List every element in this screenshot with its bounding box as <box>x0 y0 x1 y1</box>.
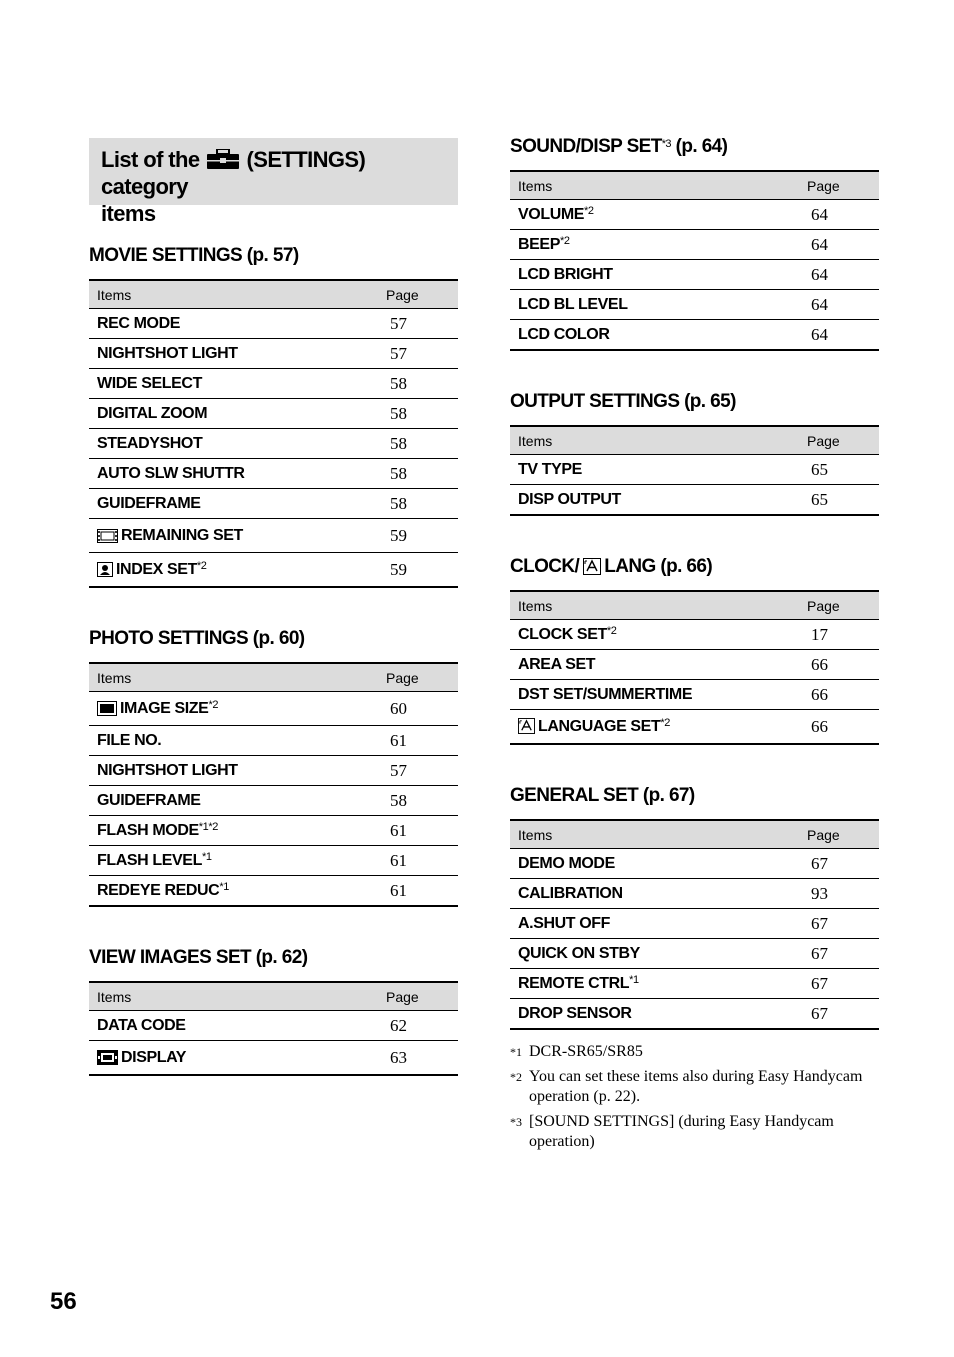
output-settings-section <box>510 387 879 516</box>
right-column <box>510 132 879 1157</box>
page-ref: 64 <box>807 320 879 351</box>
table-row <box>89 459 458 489</box>
column-header-items: Items <box>510 820 807 849</box>
table-row <box>510 260 879 290</box>
section-title-page: (p. 64) <box>670 136 728 157</box>
general-set-table <box>510 819 879 1030</box>
page-ref: 61 <box>386 846 458 876</box>
table-row <box>89 369 458 399</box>
view-images-table <box>89 981 458 1076</box>
sound-disp-section <box>510 132 879 351</box>
section-title <box>510 552 879 582</box>
item-label: REMOTE CTRL <box>518 974 630 992</box>
table-row <box>89 726 458 756</box>
item-name: DROP SENSOR <box>510 999 807 1030</box>
item-name: FILE NO. <box>89 726 386 756</box>
column-header-page: Page <box>807 171 879 200</box>
section-title-text: SOUND/DISP SET <box>510 136 662 157</box>
table-row <box>510 650 879 680</box>
item-name: NIGHTSHOT LIGHT <box>89 339 386 369</box>
output-settings-table <box>510 425 879 516</box>
page-ref: 64 <box>807 290 879 320</box>
table-header-row <box>89 663 458 692</box>
movie-settings-section <box>89 241 458 588</box>
page-ref: 57 <box>386 339 458 369</box>
section-title: VIEW IMAGES SET (p. 62) <box>89 947 308 968</box>
footnote-mark: *1 <box>510 1045 522 1059</box>
item-name: REC MODE <box>89 309 386 339</box>
table-row <box>510 879 879 909</box>
display-icon <box>97 1050 118 1065</box>
section-title-text: CLOCK/ <box>510 556 580 577</box>
item-name: A.SHUT OFF <box>510 909 807 939</box>
clock-lang-section <box>510 552 879 745</box>
item-name <box>89 519 386 553</box>
face-index-icon <box>97 562 113 577</box>
item-name: LCD COLOR <box>510 320 807 351</box>
movie-settings-table <box>89 279 458 588</box>
page-ref: 67 <box>807 849 879 879</box>
title-text-3: items <box>101 201 156 226</box>
table-row <box>89 519 458 553</box>
page-ref: 58 <box>386 369 458 399</box>
column-header-items: Items <box>89 663 386 692</box>
page-ref: 66 <box>807 650 879 680</box>
table-header-row <box>510 820 879 849</box>
table-row <box>510 939 879 969</box>
page-ref: 58 <box>386 429 458 459</box>
footnote-text: [SOUND SETTINGS] (during Easy Handycam operation) <box>529 1113 834 1150</box>
table-row <box>510 200 879 230</box>
toolbox-icon <box>207 149 239 169</box>
page-ref: 59 <box>386 519 458 553</box>
table-row <box>89 553 458 588</box>
item-name: GUIDEFRAME <box>89 786 386 816</box>
item-name: DEMO MODE <box>510 849 807 879</box>
column-header-page: Page <box>386 280 458 309</box>
footnote <box>510 1042 879 1062</box>
footnote-text: You can set these items also during Easy Handycam operation (p. 22). <box>529 1068 863 1105</box>
page-ref: 67 <box>807 999 879 1030</box>
page-ref: 67 <box>807 909 879 939</box>
item-label: FLASH MODE <box>97 821 199 839</box>
page-ref: 61 <box>386 816 458 846</box>
item-name <box>89 553 386 588</box>
page-ref: 58 <box>386 489 458 519</box>
page-ref: 61 <box>386 726 458 756</box>
item-label: REMAINING SET <box>121 526 243 544</box>
item-name: DATA CODE <box>89 1011 386 1041</box>
table-row <box>510 710 879 745</box>
footnote-ref: *2 <box>584 204 594 217</box>
item-name <box>89 876 386 907</box>
column-header-page: Page <box>386 663 458 692</box>
table-row <box>510 485 879 516</box>
table-row <box>510 909 879 939</box>
footnote-ref: *2 <box>660 716 670 729</box>
section-title: MOVIE SETTINGS (p. 57) <box>89 245 299 266</box>
footnote-ref: *2 <box>196 559 207 572</box>
item-name: DISP OUTPUT <box>510 485 807 516</box>
footnote <box>510 1112 879 1152</box>
item-name <box>89 816 386 846</box>
item-name: TV TYPE <box>510 455 807 485</box>
footnote-ref: *1 <box>201 850 212 863</box>
page-ref: 64 <box>807 260 879 290</box>
language-icon <box>583 558 601 575</box>
clock-lang-table <box>510 590 879 745</box>
page-title <box>101 146 446 200</box>
item-label: BEEP <box>518 235 560 253</box>
footnote-mark: *2 <box>510 1070 522 1084</box>
footnote-ref: *1 <box>219 880 229 893</box>
footnote-ref: *2 <box>559 234 570 247</box>
page-ref: 59 <box>386 553 458 588</box>
item-name <box>510 710 807 745</box>
page-ref: 57 <box>386 309 458 339</box>
item-name: LCD BRIGHT <box>510 260 807 290</box>
footnotes <box>510 1042 879 1152</box>
page-ref: 57 <box>386 756 458 786</box>
item-name: AUTO SLW SHUTTR <box>89 459 386 489</box>
item-name <box>510 200 807 230</box>
item-name <box>89 692 386 726</box>
table-row <box>510 230 879 260</box>
table-header-row <box>510 591 879 620</box>
table-row <box>89 756 458 786</box>
table-row <box>89 1011 458 1041</box>
item-name <box>510 620 807 650</box>
table-header-row <box>89 982 458 1011</box>
item-label: VOLUME <box>518 205 585 223</box>
section-title: PHOTO SETTINGS (p. 60) <box>89 628 305 649</box>
page-ref: 67 <box>807 969 879 999</box>
table-row <box>510 849 879 879</box>
column-header-page: Page <box>386 982 458 1011</box>
table-row <box>89 399 458 429</box>
table-row <box>89 786 458 816</box>
general-set-section <box>510 781 879 1030</box>
item-name: AREA SET <box>510 650 807 680</box>
language-icon <box>518 718 535 734</box>
footnote-ref: *3 <box>661 138 671 150</box>
page-number: 56 <box>50 1288 77 1315</box>
table-row <box>89 309 458 339</box>
table-row <box>89 846 458 876</box>
section-title-text: LANG (p. 66) <box>604 556 713 577</box>
column-header-page: Page <box>807 426 879 455</box>
table-row <box>510 999 879 1030</box>
page-ref: 65 <box>807 485 879 516</box>
footnote-text: DCR-SR65/SR85 <box>529 1043 643 1060</box>
page-ref: 58 <box>386 459 458 489</box>
table-row <box>89 876 458 907</box>
left-column <box>89 138 458 1076</box>
item-name: DST SET/SUMMERTIME <box>510 680 807 710</box>
table-row <box>89 816 458 846</box>
column-header-items: Items <box>510 426 807 455</box>
table-row <box>510 320 879 351</box>
item-name <box>89 1041 386 1076</box>
section-title: OUTPUT SETTINGS (p. 65) <box>510 391 736 412</box>
column-header-page: Page <box>807 591 879 620</box>
page-ref: 58 <box>386 399 458 429</box>
view-images-section <box>89 943 458 1076</box>
title-text-1: List of the <box>101 147 200 172</box>
table-row <box>89 1041 458 1076</box>
footnote-ref: *2 <box>208 698 219 711</box>
sound-disp-table <box>510 170 879 351</box>
footnote <box>510 1067 879 1107</box>
table-header-row <box>510 426 879 455</box>
page-ref: 63 <box>386 1041 458 1076</box>
table-row <box>510 680 879 710</box>
title-text-2: (SETTINGS) category <box>101 147 366 199</box>
page-ref: 64 <box>807 230 879 260</box>
table-header-row <box>510 171 879 200</box>
table-row <box>510 969 879 999</box>
item-label: DISPLAY <box>121 1048 187 1066</box>
item-name: NIGHTSHOT LIGHT <box>89 756 386 786</box>
column-header-items: Items <box>510 171 807 200</box>
item-label: LANGUAGE SET <box>538 717 661 735</box>
item-label: IMAGE SIZE <box>120 699 209 717</box>
table-row <box>510 620 879 650</box>
page-ref: 64 <box>807 200 879 230</box>
page-ref: 62 <box>386 1011 458 1041</box>
table-row <box>510 290 879 320</box>
item-name: DIGITAL ZOOM <box>89 399 386 429</box>
table-row <box>89 339 458 369</box>
page-ref: 93 <box>807 879 879 909</box>
page-ref: 61 <box>386 876 458 907</box>
item-label: FLASH LEVEL <box>97 851 202 869</box>
table-header-row <box>89 280 458 309</box>
item-name <box>510 230 807 260</box>
item-name: CALIBRATION <box>510 879 807 909</box>
section-title <box>510 132 879 162</box>
page-ref: 60 <box>386 692 458 726</box>
item-label: CLOCK SET <box>518 625 607 643</box>
item-name: GUIDEFRAME <box>89 489 386 519</box>
footnote-ref: *2 <box>606 624 617 637</box>
item-label: INDEX SET <box>116 560 197 578</box>
table-row <box>89 489 458 519</box>
footnote-ref: *1 <box>629 973 639 986</box>
photo-settings-section <box>89 624 458 907</box>
item-name: STEADYSHOT <box>89 429 386 459</box>
item-label: REDEYE REDUC <box>97 881 220 899</box>
item-name: QUICK ON STBY <box>510 939 807 969</box>
page-ref: 66 <box>807 710 879 745</box>
item-name <box>510 969 807 999</box>
item-name: LCD BL LEVEL <box>510 290 807 320</box>
film-icon <box>97 529 118 543</box>
page-ref: 58 <box>386 786 458 816</box>
column-header-items: Items <box>510 591 807 620</box>
item-name: WIDE SELECT <box>89 369 386 399</box>
photo-settings-table <box>89 662 458 907</box>
item-name <box>89 846 386 876</box>
column-header-page: Page <box>807 820 879 849</box>
page-title-box <box>89 138 458 226</box>
image-size-icon <box>97 701 117 716</box>
page-ref: 65 <box>807 455 879 485</box>
column-header-items: Items <box>89 982 386 1011</box>
page-ref: 67 <box>807 939 879 969</box>
column-header-items: Items <box>89 280 386 309</box>
table-row <box>89 429 458 459</box>
table-row <box>89 692 458 726</box>
page-ref: 17 <box>807 620 879 650</box>
table-row <box>510 455 879 485</box>
page-ref: 66 <box>807 680 879 710</box>
section-title: GENERAL SET (p. 67) <box>510 785 695 806</box>
footnote-ref: *1*2 <box>198 820 218 833</box>
footnote-mark: *3 <box>510 1115 522 1129</box>
